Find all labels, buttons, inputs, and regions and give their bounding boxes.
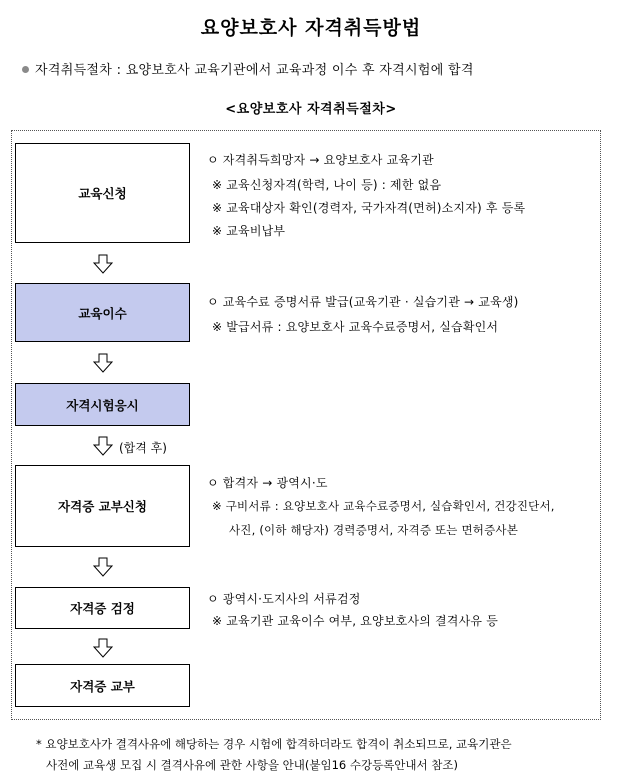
down-arrow-icon xyxy=(93,557,113,577)
chart-subtitle: <요양보호사 자격취득절차> xyxy=(225,102,397,117)
page-title: 요양보호사 자격취득방법 xyxy=(200,17,422,39)
down-arrow-icon xyxy=(93,638,113,658)
note-line: ※ 교육신청자격(학력, 나이 등) : 제한 없음 xyxy=(212,178,442,192)
step-application: 교육신청 xyxy=(15,143,190,243)
down-arrow-icon xyxy=(93,353,113,373)
note-line: 사진, (이하 해당자) 경력증명서, 자격증 또는 면허증사본 xyxy=(229,523,519,537)
note-line: ㅇ 합격자 → 광역시·도 xyxy=(207,476,328,490)
note-line: ※ 교육기관 교육이수 여부, 요양보호사의 결격사유 등 xyxy=(212,614,498,628)
note-line: ※ 발급서류 : 요양보호사 교육수료증명서, 실습확인서 xyxy=(212,320,499,334)
down-arrow-icon xyxy=(93,436,113,456)
note-line: ※ 교육대상자 확인(경력자, 국가자격(면허)소지자) 후 등록 xyxy=(212,201,526,215)
footer-note: * 요양보호사가 결격사유에 해당하는 경우 시험에 합격하더라도 합격이 취소되므로, 교육기관은 xyxy=(36,737,512,751)
procedure-line xyxy=(22,59,474,78)
step-completion: 교육이수 xyxy=(15,283,190,342)
down-arrow-icon xyxy=(93,254,113,274)
step-license-issue: 자격증 교부 xyxy=(15,664,190,707)
bullet-icon xyxy=(22,66,29,73)
step-exam: 자격시험응시 xyxy=(15,383,190,426)
note-line: ㅇ 광역시·도지사의 서류검정 xyxy=(207,592,361,606)
step-license-review: 자격증 검정 xyxy=(15,587,190,629)
step-license-application: 자격증 교부신청 xyxy=(15,465,190,547)
note-line: ㅇ 자격취득희망자 → 요양보호사 교육기관 xyxy=(207,153,434,167)
note-line: ※ 교육비납부 xyxy=(212,224,286,238)
procedure-text: 자격취득절차 : 요양보호사 교육기관에서 교육과정 이수 후 자격시험에 합격 xyxy=(35,63,474,78)
note-line: ※ 구비서류 : 요양보호사 교육수료증명서, 실습확인서, 건강진단서, xyxy=(212,499,555,513)
arrow-caption: (합격 후) xyxy=(119,441,167,455)
note-line: ㅇ 교육수료 증명서류 발급(교육기관 · 실습기관 → 교육생) xyxy=(207,295,519,309)
footer-note: 사전에 교육생 모집 시 결격사유에 관한 사항을 안내(붙임16 수강등록안내서 참조) xyxy=(46,758,458,772)
